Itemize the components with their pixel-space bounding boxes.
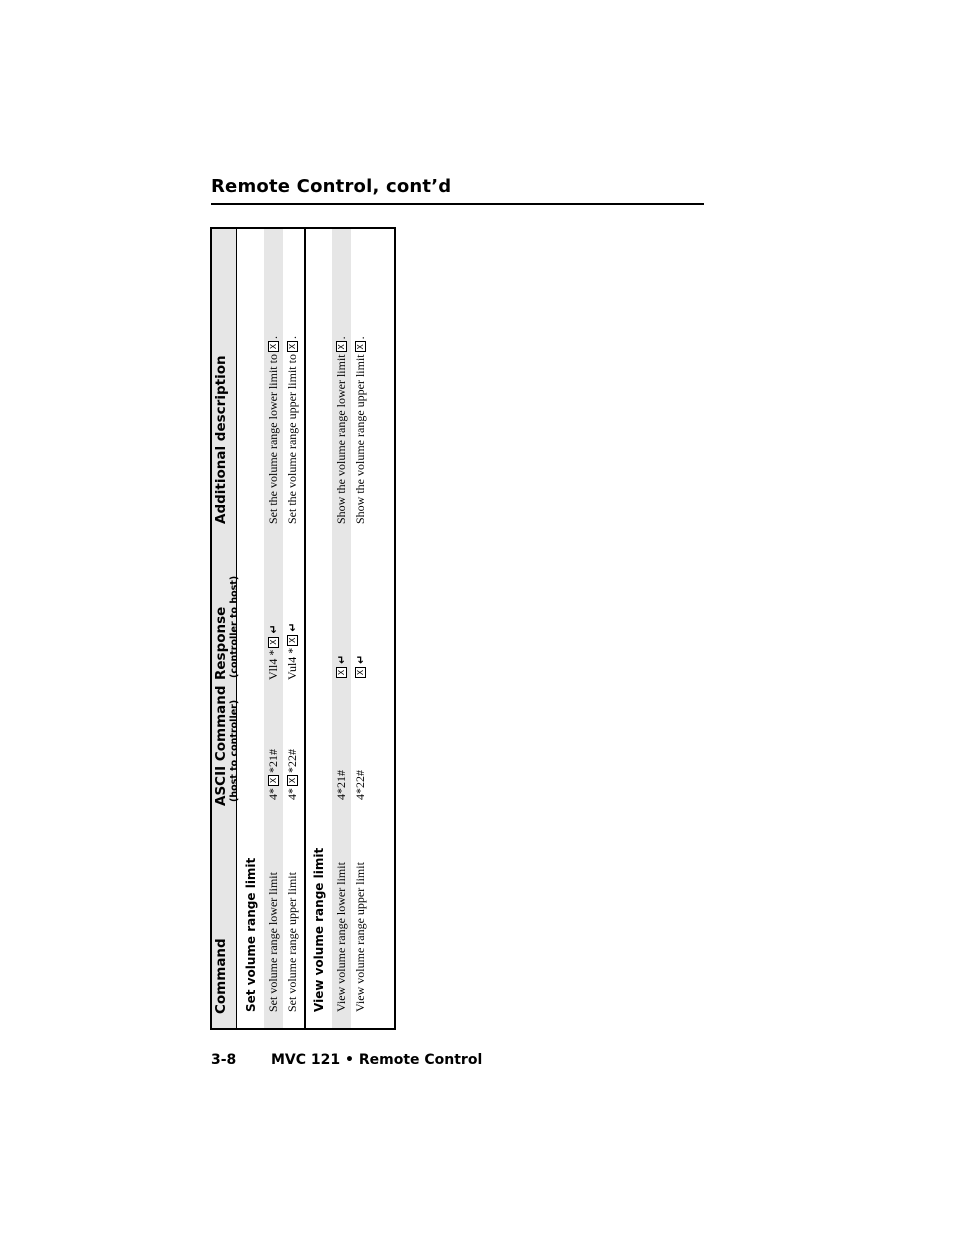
return-arrow-icon: ↵ (354, 654, 367, 664)
x-variable-box: X (268, 637, 279, 648)
header-additional-description: Additional description (213, 355, 229, 524)
response-cell: Vll4 *X↵ (266, 624, 280, 680)
page-footer (211, 1052, 482, 1068)
x-variable-box: X (268, 775, 279, 786)
section-heading-set-volume-range-limit: Set volume range limit (244, 857, 258, 1012)
page-title: Remote Control, cont’d (211, 176, 452, 197)
response-cell: Vul4 *X↵ (285, 622, 299, 680)
response-cell (334, 655, 349, 680)
response-cell (353, 655, 368, 680)
command-cell: View volume range upper limit (353, 862, 367, 1012)
command-table-content (212, 229, 394, 1028)
description-cell: Show the volume range lower limitX. (334, 336, 348, 524)
ascii-cell: 4*X*22# (285, 749, 299, 800)
section-divider (304, 229, 306, 1028)
x-variable-box: X (268, 341, 279, 352)
table-row (264, 229, 283, 1028)
command-cell: Set volume range upper limit (285, 872, 299, 1012)
description-cell: Set the volume range upper limit toX. (285, 336, 299, 524)
x-variable-box: X (355, 667, 366, 678)
table-row (351, 229, 370, 1028)
header-ascii-command: ASCII Command (host to controller) (213, 685, 240, 806)
x-variable-box: X (355, 341, 366, 352)
return-arrow-icon: ↵ (286, 622, 299, 632)
x-variable-box: X (336, 341, 347, 352)
x-variable-box: X (336, 667, 347, 678)
ascii-cell: 4*21# (334, 770, 348, 800)
command-cell: Set volume range lower limit (266, 872, 280, 1012)
return-arrow-icon: ↵ (335, 654, 348, 664)
table-row (332, 229, 351, 1028)
ascii-cell: 4*X*21# (266, 749, 280, 800)
footer-text: MVC 121 • Remote Control (271, 1052, 483, 1068)
command-table (210, 227, 396, 1030)
title-rule (211, 203, 704, 205)
x-variable-box: X (287, 635, 298, 646)
description-cell: Set the volume range lower limit toX. (266, 336, 280, 524)
description-cell: Show the volume range upper limitX. (353, 336, 367, 524)
x-variable-box: X (287, 775, 298, 786)
section-heading-view-volume-range-limit: View volume range limit (312, 847, 326, 1012)
table-header (212, 229, 240, 1028)
header-command: Command (213, 938, 229, 1014)
table-row (283, 229, 302, 1028)
header-response: Response (controller to host) (213, 575, 240, 680)
x-variable-box: X (287, 341, 298, 352)
command-cell: View volume range lower limit (334, 862, 348, 1012)
page-number: 3-8 (211, 1052, 237, 1068)
ascii-cell: 4*22# (353, 770, 367, 800)
return-arrow-icon: ↵ (267, 624, 280, 634)
